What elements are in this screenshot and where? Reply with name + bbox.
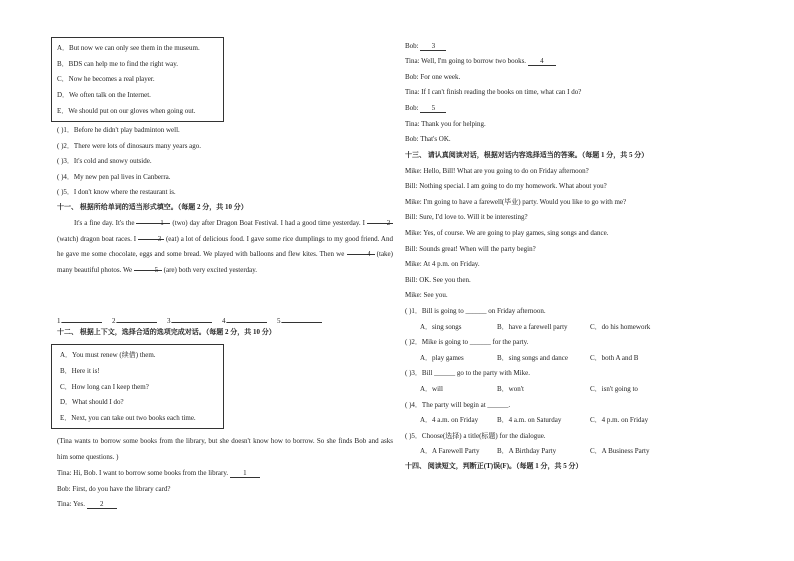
answer-blank[interactable]: 2 — [367, 216, 393, 224]
answer-blank[interactable]: 1 — [136, 216, 170, 224]
dialogue-line: Tina: Thank you for helping. — [405, 120, 486, 128]
mc-option[interactable]: B．won't — [497, 385, 524, 393]
dialogue-line: Bill: Nothing special. I am going to do my homework. What about you? — [405, 182, 607, 190]
dialogue-line: Mike: See you. — [405, 291, 448, 299]
section-heading-14: 十四、 阅读短文，判断正(T)误(F)。（每题 1 分，共 5 分） — [405, 462, 583, 470]
dialogue-line: Bill: Sure, I'd love to. Will it be interesting? — [405, 213, 528, 221]
option-line: B．BDS can help me to find the right way. — [57, 60, 179, 68]
dialogue-line: Bob: 5 — [405, 105, 446, 113]
option-line: A．But now we can only see them in the museum. — [57, 44, 200, 52]
answer-blank[interactable]: 5 — [134, 263, 162, 271]
mc-option[interactable]: C．do his homework — [590, 323, 651, 331]
mc-option[interactable]: C．isn't going to — [590, 385, 638, 393]
dialogue-line: Mike: I'm going to have a farewell(毕业) party. Would you like to go with me? — [405, 198, 627, 206]
mc-option[interactable]: C．4 p.m. on Friday — [590, 416, 649, 424]
option-line: A．You must renew (续借) them. — [60, 351, 156, 359]
fill-in-passage: It's a fine day. It's the 1 (two) day after Dragon Boat Festival. I had a good time yesterday. I 2 (watch) dragon boat races. I 3 (eat) a lot of delicious food. I gave some rice dumplings to my good friend. And he gave me some chocolate, eggs and some bread. We played with balloons and flew kites. Then we 4 (take) many beautiful photos. We 5 (are) both very excited yesterday. — [57, 216, 393, 278]
answer-blank[interactable]: 3 — [420, 43, 446, 51]
answer-line[interactable] — [117, 315, 157, 323]
mc-option[interactable]: B．4 a.m. on Saturday — [497, 416, 562, 424]
option-line: D．We often talk on the Internet. — [57, 91, 151, 99]
mc-option[interactable]: B．A Birthday Party — [497, 447, 557, 455]
answer-blank[interactable]: 5 — [420, 105, 446, 113]
answer-blank[interactable]: 2 — [87, 501, 117, 509]
answer-blank[interactable]: 4 — [528, 58, 556, 66]
mc-option[interactable]: A．play games — [420, 354, 464, 362]
mc-option[interactable]: A．will — [420, 385, 443, 393]
mc-question: ( )2．Mike is going to ______ for the party. — [405, 338, 529, 346]
option-line: E．Next, you can take out two books each time. — [60, 414, 196, 422]
match-question: ( )5．I don't know where the restaurant is. — [57, 188, 176, 196]
option-line: C．How long can I keep them? — [60, 383, 149, 391]
answer-blank[interactable]: 3 — [138, 232, 164, 240]
dialogue-intro: (Tina wants to borrow some books from the library, but she doesn't know how to borrow. So she finds Bob and asks him some questions. ) — [57, 437, 393, 461]
dialogue-line: Bob: That's OK. — [405, 135, 451, 143]
dialogue-line: Tina: Yes. 2 — [57, 501, 117, 509]
answer-line[interactable] — [282, 315, 322, 323]
section-heading-13: 十三、 请认真阅读对话，根据对话内容选择适当的答案。（每题 1 分，共 5 分） — [405, 151, 649, 159]
mc-question: ( )5．Choose(选择) a title(标题) for the dialogue. — [405, 432, 546, 440]
dialogue-line: Bob: First, do you have the library card? — [57, 485, 171, 493]
answer-line[interactable] — [62, 315, 102, 323]
dialogue-line: Bill: Sounds great! When will the party begin? — [405, 245, 536, 253]
mc-option[interactable]: B．sing songs and dance — [497, 354, 568, 362]
mc-option[interactable]: A．A Farewell Party — [420, 447, 480, 455]
option-line: B．Here it is! — [60, 367, 100, 375]
dialogue-line: Bob: 3 — [405, 43, 446, 51]
mc-option[interactable]: A．sing songs — [420, 323, 462, 331]
mc-option[interactable]: A．4 a.m. on Friday — [420, 416, 479, 424]
section-heading-12: 十二、 根据上下文，选择合适的选项完成对话。（每题 2 分，共 10 分） — [57, 328, 276, 336]
match-question: ( )3．It's cold and snowy outside. — [57, 157, 152, 165]
dialogue-line: Bill: OK. See you then. — [405, 276, 471, 284]
dialogue-line: Tina: Hi, Bob. I want to borrow some books from the library. 1 — [57, 470, 260, 478]
dialogue-line: Mike: Yes, of course. We are going to play games, sing songs and dance. — [405, 229, 609, 237]
match-question: ( )2．There were lots of dinosaurs many years ago. — [57, 142, 202, 150]
answer-line[interactable] — [227, 315, 267, 323]
answer-blank[interactable]: 1 — [230, 470, 260, 478]
answer-row: 1. 2. 3. 4. 5. — [57, 315, 322, 325]
mc-option[interactable]: B．have a farewell party — [497, 323, 568, 331]
mc-option[interactable]: C．A Business Party — [590, 447, 650, 455]
option-line: D．What should I do? — [60, 398, 124, 406]
option-line: E．We should put on our gloves when going out. — [57, 107, 196, 115]
dialogue-line: Tina: Well, I'm going to borrow two books. 4 — [405, 58, 556, 66]
mc-option[interactable]: C．both A and B — [590, 354, 639, 362]
answer-blank[interactable]: 4 — [347, 247, 375, 255]
match-question: ( )4．My new pen pal lives in Canberra. — [57, 173, 171, 181]
match-question: ( )1．Before he didn't play badminton well. — [57, 126, 180, 134]
section-heading-11: 十一、 根据所给单词的适当形式填空。（每题 2 分，共 10 分） — [57, 203, 248, 211]
dialogue-line: Mike: At 4 p.m. on Friday. — [405, 260, 480, 268]
dialogue-line: Tina: If I can't finish reading the books on time, what can I do? — [405, 88, 582, 96]
answer-line[interactable] — [172, 315, 212, 323]
option-line: C．Now he becomes a real player. — [57, 75, 155, 83]
mc-question: ( )3．Bill ______ go to the party with Mike. — [405, 369, 531, 377]
dialogue-line: Mike: Hello, Bill! What are you going to do on Friday afternoon? — [405, 167, 589, 175]
mc-question: ( )4．The party will begin at ______. — [405, 401, 511, 409]
dialogue-line: Bob: For one week. — [405, 73, 461, 81]
mc-question: ( )1．Bill is going to ______ on Friday afternoon. — [405, 307, 546, 315]
